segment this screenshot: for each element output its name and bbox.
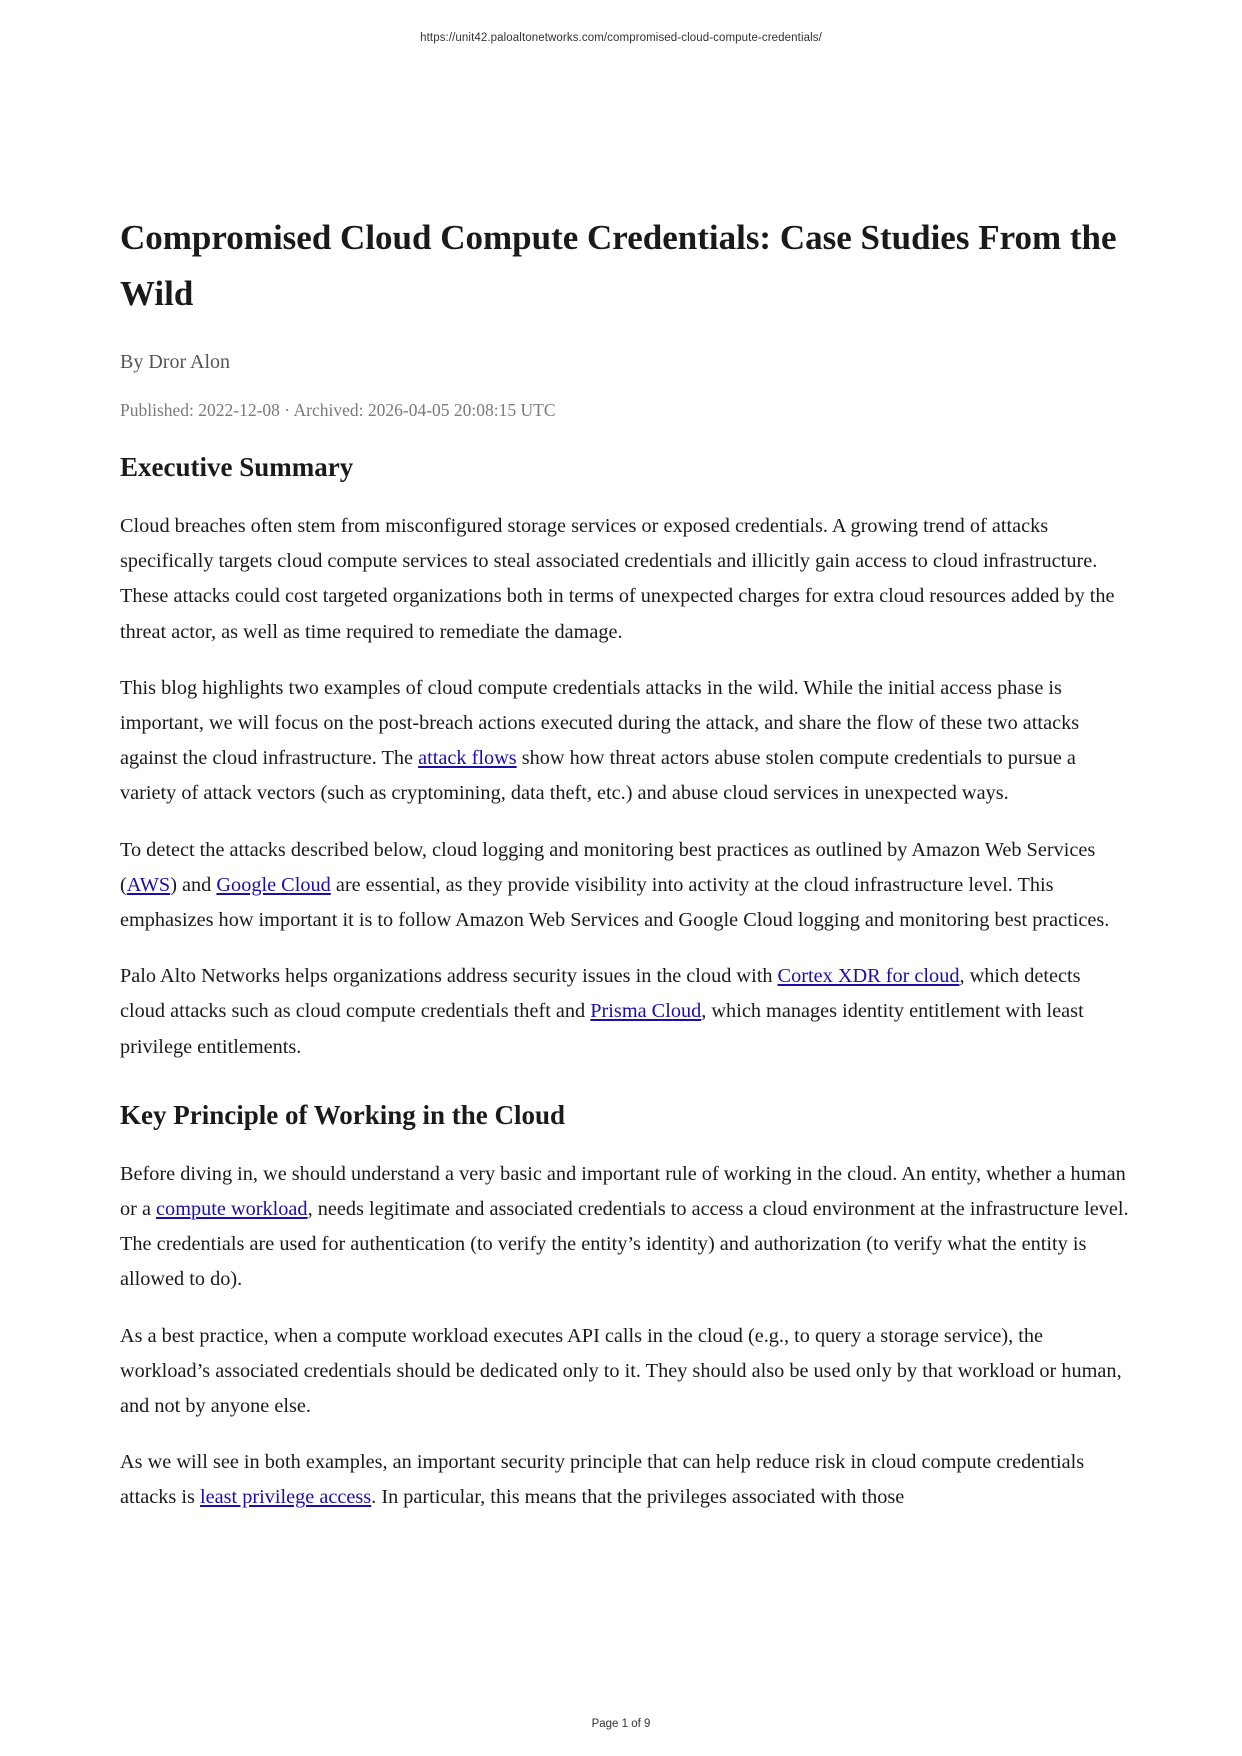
author-byline: By Dror Alon [120, 351, 230, 373]
paragraph-text: . In particular, this means that the privileges associated with those [371, 1486, 905, 1509]
section-heading-executive-summary: Executive Summary [120, 452, 354, 482]
paragraph-text: Palo Alto Networks helps organizations address security issues in the cloud with [120, 965, 778, 988]
paragraph-text: , which manages identity entitlement with least privilege entitlements. [120, 1000, 1084, 1058]
google-cloud-link[interactable]: Google Cloud [216, 873, 331, 896]
attack-flows-link[interactable]: attack flows [418, 747, 517, 770]
paragraph-text: are essential, as they provide visibility into activity at the cloud infrastructure level. This emphasizes how important it is to follow Amazon Web Services and Google Cloud logging and monitoring best practices. [120, 873, 1110, 932]
paragraph [120, 1157, 1130, 1298]
paragraph-text: Before diving in, we should understand a very basic and important rule of working in the cloud. An entity, whether a human or a [120, 1162, 1126, 1221]
cortex-xdr-link[interactable]: Cortex XDR for cloud [777, 965, 960, 988]
paragraph-text: , which detects cloud attacks such as cloud compute credentials theft and [120, 965, 1081, 1023]
paragraph: As a best practice, when a compute workload executes API calls in the cloud (e.g., to query a storage service), the workload’s associated credentials should be dedicated only to it. They should also be used only by that workload or human, and not by anyone else. [120, 1324, 1122, 1418]
aws-link[interactable]: AWS [126, 873, 171, 896]
paragraph-text: As we will see in both examples, an important security principle that can help reduce risk in cloud compute credentials attacks is [120, 1451, 1085, 1509]
section-heading-key-principle: Key Principle of Working in the Cloud [120, 1099, 566, 1130]
least-privilege-access-link[interactable]: least privilege access [199, 1486, 372, 1509]
paragraph-text: ) and [170, 873, 217, 896]
paragraph-text: show how threat actors abuse stolen compute credentials to pursue a variety of attack vectors (such as cryptomining, data theft, etc.) and abuse cloud services in unexpected ways. [120, 747, 1076, 805]
article-title: Compromised Cloud Compute Credentials: Case Studies From the Wild [120, 218, 1117, 313]
paragraph-text: , needs legitimate and associated credentials to access a cloud environment at the infrastructure level. The credentials are used for authentication (to verify the entity’s identity) and authorization (to verify what the entity is allowed to do). [120, 1198, 1129, 1291]
compute-workload-link[interactable]: compute workload [156, 1198, 308, 1221]
page-number-footer: Page 1 of 9 [591, 1718, 651, 1730]
article [120, 210, 1130, 1516]
paragraph [120, 959, 1130, 1065]
paragraph-text: To detect the attacks described below, cloud logging and monitoring best practices as outlined by Amazon Web Services ( [120, 838, 1096, 896]
paragraph [120, 1445, 1130, 1515]
page-url-header: https://unit42.paloaltonetworks.com/compromised-cloud-compute-credentials/ [420, 32, 822, 44]
paragraph [120, 671, 1130, 812]
prisma-cloud-link[interactable]: Prisma Cloud [590, 1000, 702, 1023]
paragraph: Cloud breaches often stem from misconfigured storage services or exposed credentials. A growing trend of attacks specifically targets cloud compute services to steal associated credentials and illicitly gain access to cloud infrastructure. These attacks could cost targeted organizations both in terms of unexpected charges for extra cloud resources added by the threat actor, as well as time required to remediate the damage. [120, 515, 1115, 643]
paragraph [120, 833, 1130, 939]
publication-meta: Published: 2022-12-08 · Archived: 2026-04-05 20:08:15 UTC [120, 400, 556, 420]
paragraph-text: This blog highlights two examples of cloud compute credentials attacks in the wild. While the initial access phase is important, we will focus on the post-breach actions executed during the attack, and share the flow of these two attacks against the cloud infrastructure. The [120, 676, 1080, 770]
